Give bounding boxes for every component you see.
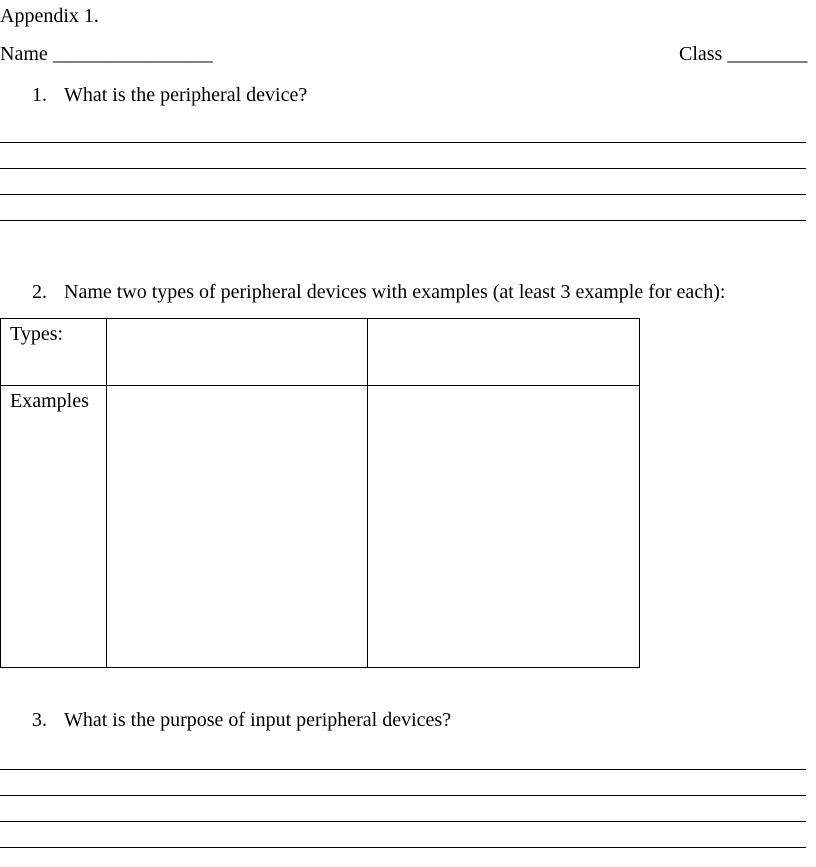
table-row bbox=[1, 319, 640, 386]
answer-line bbox=[0, 769, 806, 770]
answer-line bbox=[0, 220, 806, 221]
question-text: What is the purpose of input peripheral devices? bbox=[64, 709, 452, 731]
question-2 bbox=[32, 280, 725, 304]
table-cell bbox=[107, 319, 368, 386]
appendix-heading: Appendix 1. bbox=[0, 5, 99, 27]
answer-line bbox=[0, 821, 806, 822]
table-row bbox=[1, 386, 640, 668]
question-number: 3. bbox=[32, 709, 47, 731]
name-field-label: Name ________________ bbox=[0, 43, 213, 65]
answer-line bbox=[0, 194, 806, 195]
row-header-types: Types: bbox=[1, 319, 107, 386]
table-cell bbox=[368, 386, 640, 668]
answer-line bbox=[0, 142, 806, 143]
question-text: Name two types of peripheral devices with examples (at least 3 example for each): bbox=[64, 281, 726, 303]
question-number: 2. bbox=[32, 281, 47, 303]
question-text: What is the peripheral device? bbox=[64, 84, 308, 106]
answer-line bbox=[0, 847, 806, 848]
class-field-label: Class ________ bbox=[679, 43, 808, 65]
table-cell bbox=[368, 319, 640, 386]
answer-line bbox=[0, 795, 806, 796]
question-3 bbox=[32, 708, 451, 732]
question-1 bbox=[32, 83, 307, 107]
question-number: 1. bbox=[32, 84, 47, 106]
table-cell bbox=[107, 386, 368, 668]
row-header-examples: Examples bbox=[1, 386, 107, 668]
answer-line bbox=[0, 168, 806, 169]
peripheral-types-table bbox=[0, 318, 640, 668]
